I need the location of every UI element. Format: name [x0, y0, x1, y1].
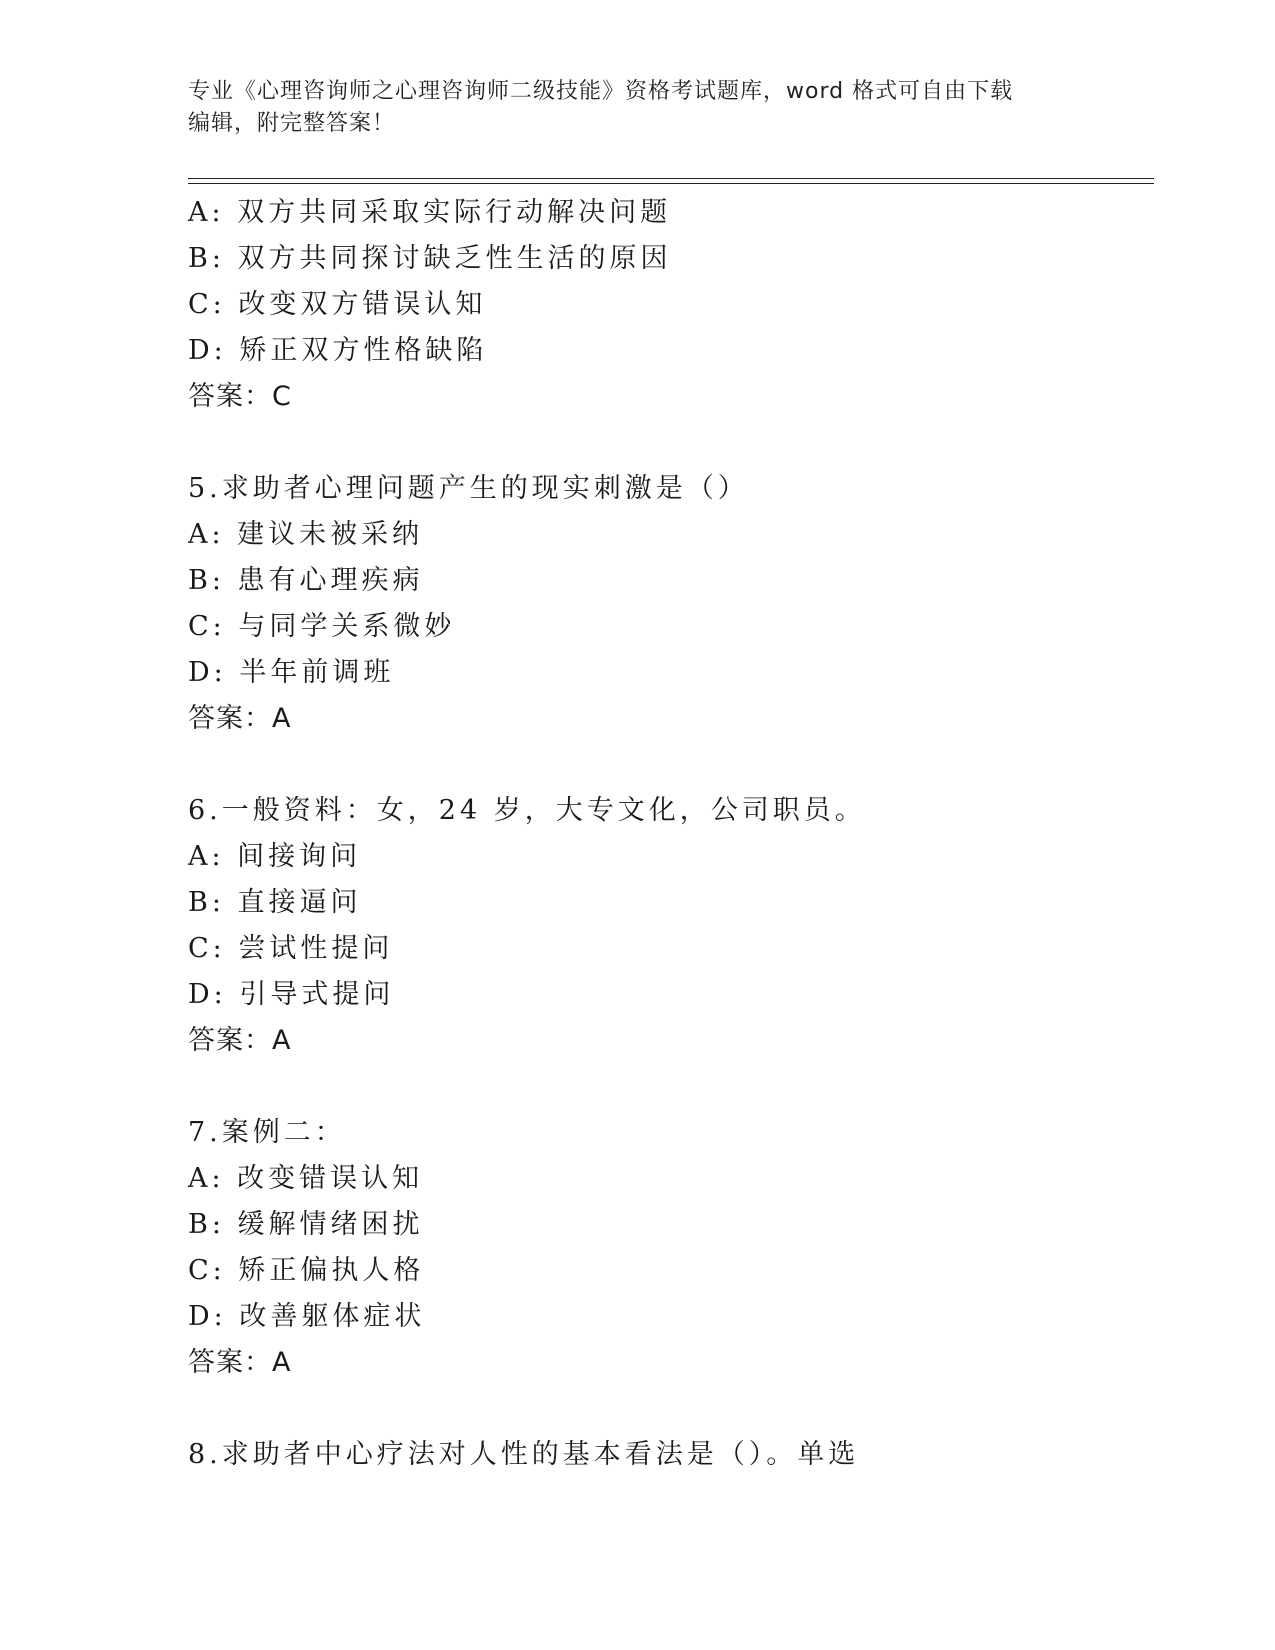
question-8	[188, 1432, 1148, 1478]
header-line-1: 专业《心理咨询师之心理咨询师二级技能》资格考试题库，word 格式可自由下载	[188, 79, 1014, 104]
option-a: A: 改变错误认知	[188, 1163, 424, 1194]
spacer	[188, 1386, 1148, 1432]
option-d: D: 半年前调班	[188, 657, 395, 688]
spacer	[188, 742, 1148, 788]
answer: 答案：A	[188, 703, 292, 734]
header-line-2: 编辑，附完整答案！	[188, 111, 396, 136]
option-a: A: 间接询问	[188, 841, 362, 872]
spacer	[188, 420, 1148, 466]
option-a: A: 建议未被采纳	[188, 519, 424, 550]
answer: 答案：A	[188, 1347, 292, 1378]
spacer	[188, 1064, 1148, 1110]
option-b: B: 患有心理疾病	[188, 565, 424, 596]
option-a: A: 双方共同采取实际行动解决问题	[188, 197, 672, 228]
option-b: B: 直接逼问	[188, 887, 362, 918]
question-content	[188, 190, 1148, 1478]
answer: 答案：A	[188, 1025, 292, 1056]
question-6	[188, 788, 1148, 1064]
question-stem: 5.求助者心理问题产生的现实刺激是（）	[188, 473, 749, 504]
document-header	[188, 76, 1078, 140]
option-c: C: 矫正偏执人格	[188, 1255, 425, 1286]
option-d: D: 矫正双方性格缺陷	[188, 335, 488, 366]
option-d: D: 改善躯体症状	[188, 1301, 426, 1332]
option-c: C: 改变双方错误认知	[188, 289, 487, 320]
question-stem: 8.求助者中心疗法对人性的基本看法是（）。单选	[188, 1439, 860, 1470]
answer: 答案：C	[188, 381, 292, 412]
header-rule-bottom	[188, 183, 1154, 184]
option-d: D: 引导式提问	[188, 979, 395, 1010]
header-rule-top	[188, 178, 1154, 179]
option-c: C: 与同学关系微妙	[188, 611, 456, 642]
option-c: C: 尝试性提问	[188, 933, 394, 964]
question-stem: 6.一般资料：女，24 岁，大专文化，公司职员。	[188, 795, 866, 826]
question-5	[188, 466, 1148, 742]
question-stem: 7.案例二：	[188, 1117, 346, 1148]
option-b: B: 缓解情绪困扰	[188, 1209, 424, 1240]
question-7	[188, 1110, 1148, 1386]
question-4	[188, 190, 1148, 420]
option-b: B: 双方共同探讨缺乏性生活的原因	[188, 243, 672, 274]
